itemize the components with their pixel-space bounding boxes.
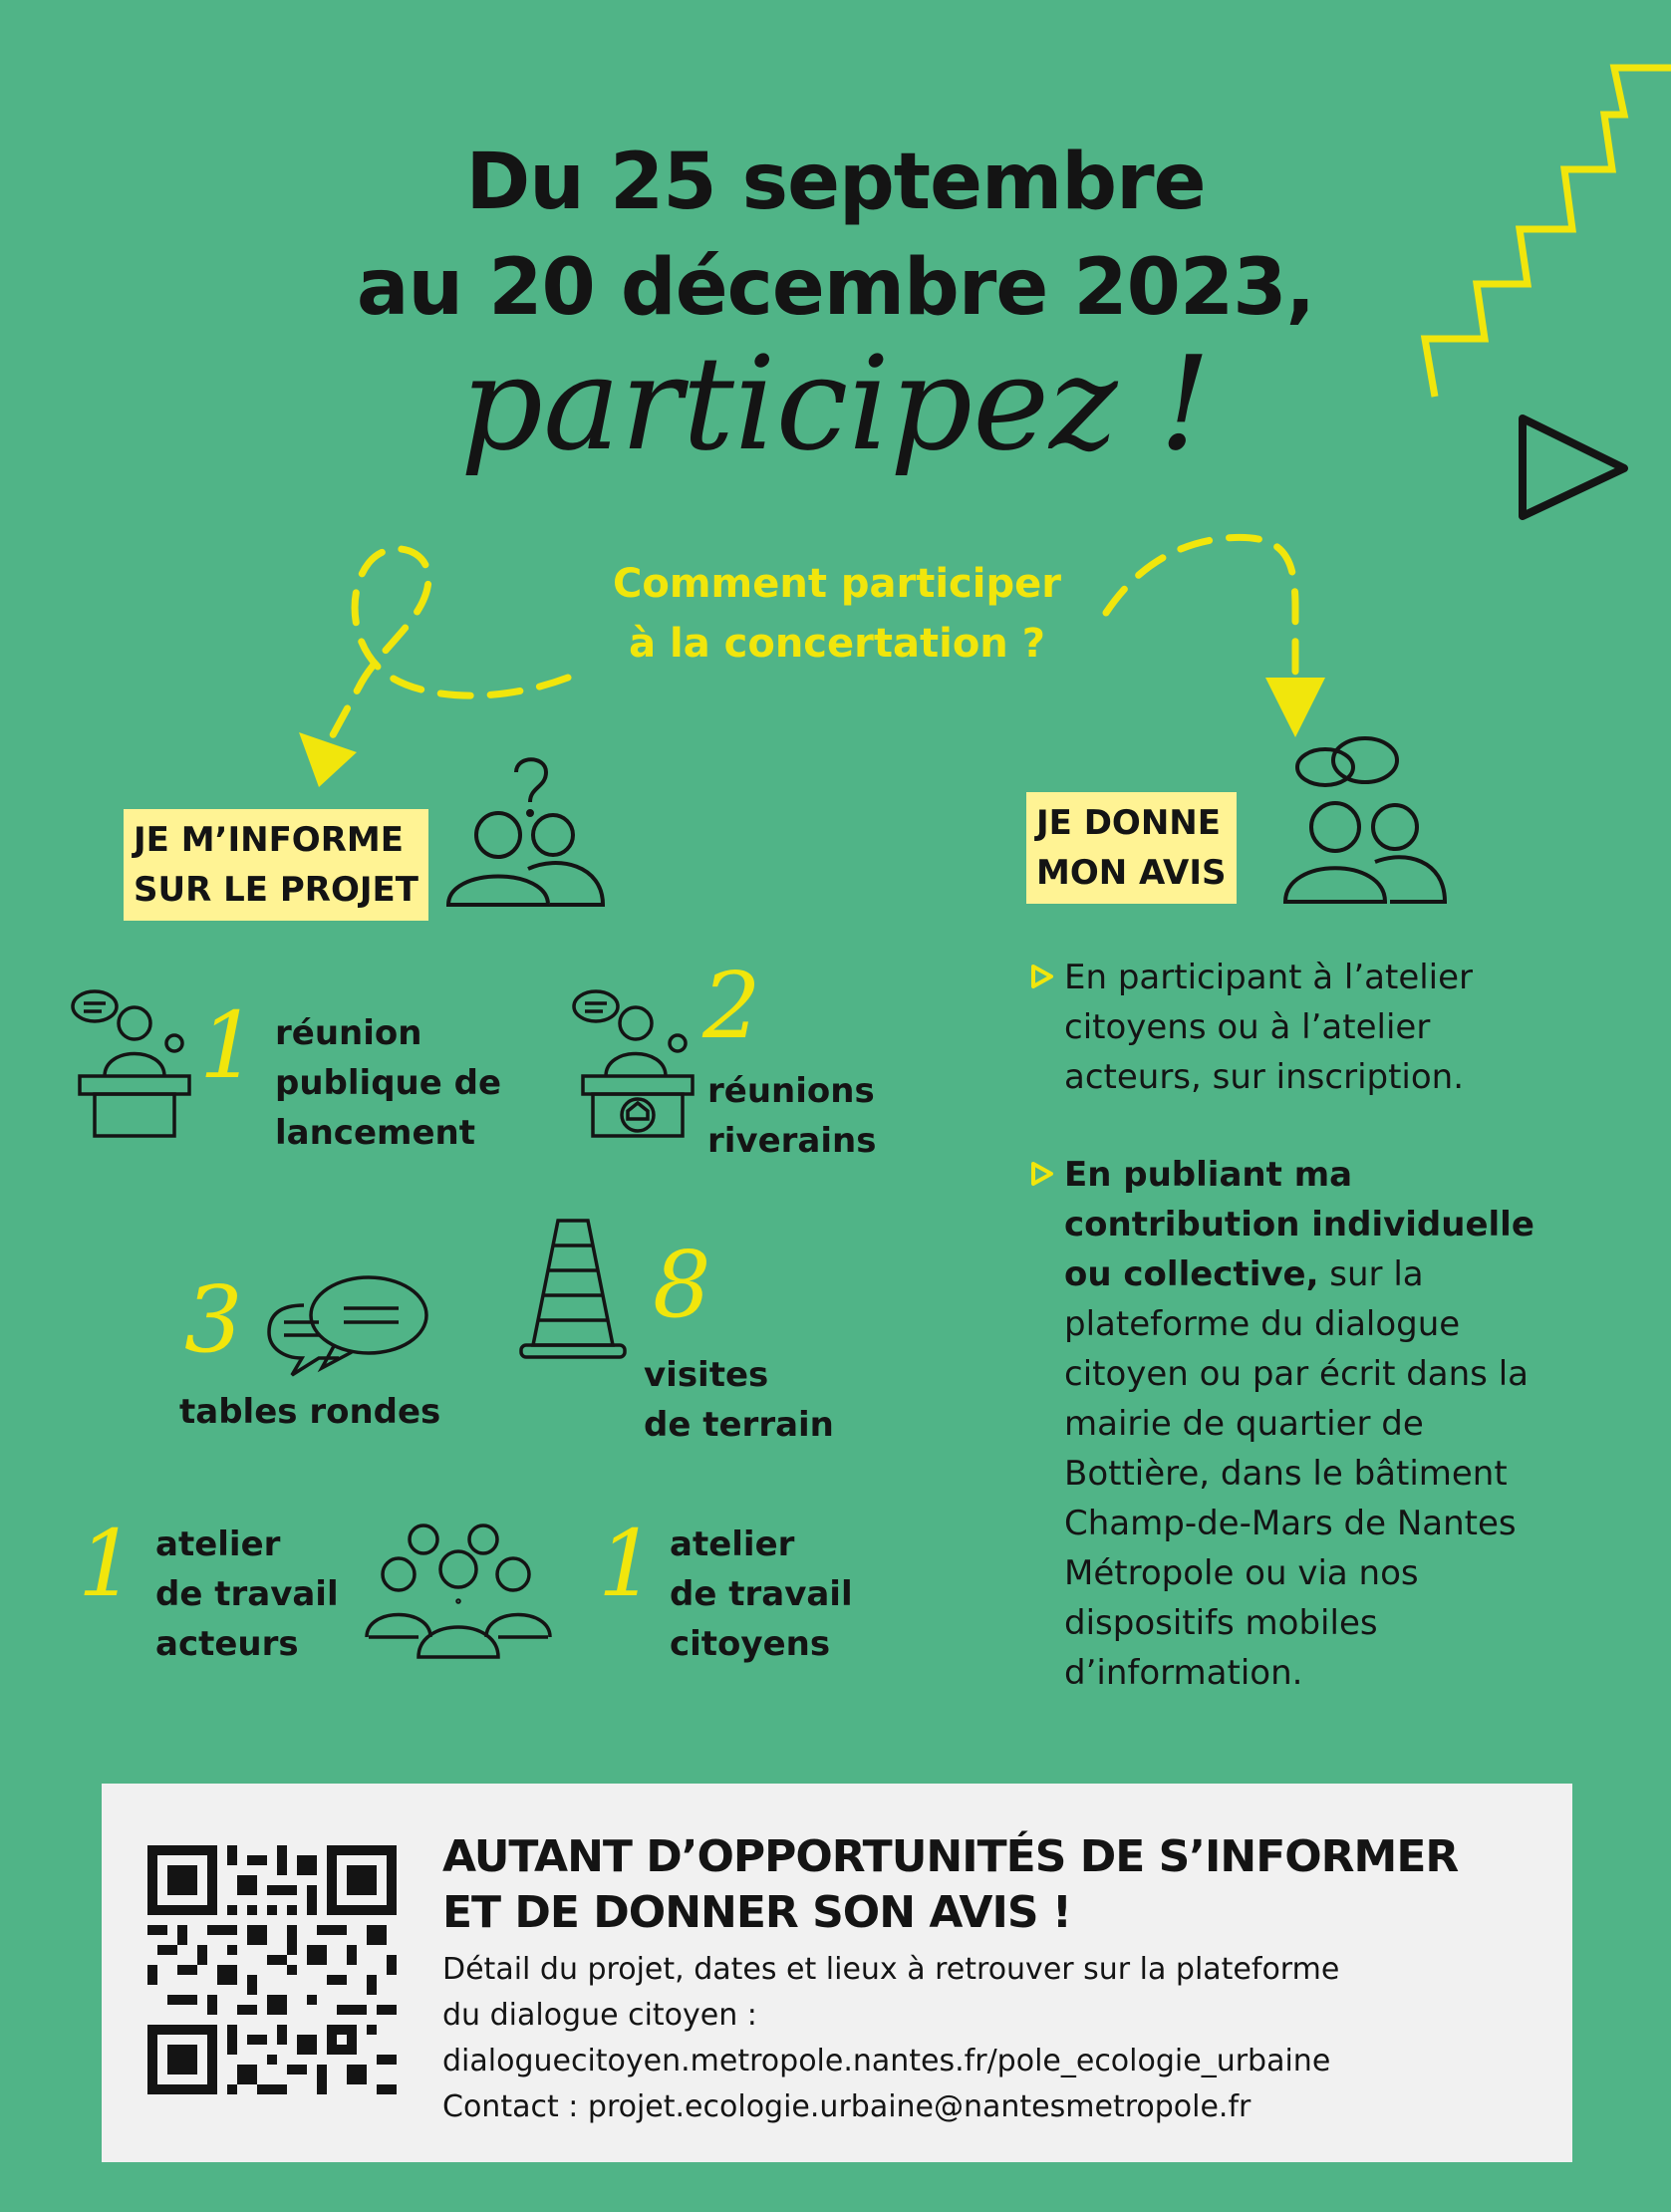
label-launch-line1: réunion (275, 1013, 422, 1053)
people-question-icon (438, 747, 608, 917)
bullet-arrow-icon (1029, 1160, 1055, 1188)
opinion-bullet-2-bold: En publiant ma contribution individuelle ou collective, (1064, 1155, 1534, 1294)
label-residents-line2: riverains (707, 1121, 877, 1161)
label-stakeholders-line1: atelier (155, 1524, 281, 1564)
inform-tag-line1: JE M’INFORME (134, 820, 404, 860)
number-8-field-visits: 8 (653, 1232, 711, 1338)
number-1-citizens: 1 (598, 1511, 657, 1617)
question-line1: Comment participer (613, 561, 1061, 607)
bullet-arrow-icon (1029, 963, 1055, 990)
label-residents-line1: réunions (707, 1071, 875, 1111)
panel-title-line1: AUTANT D’OPPORTUNITÉS DE S’INFORMER (442, 1831, 1459, 1882)
label-field-visits-line2: de terrain (644, 1405, 834, 1445)
podium-speaker-icon (60, 981, 199, 1141)
opinion-bullet-2 (1064, 1150, 1562, 1698)
number-2-residents: 2 (702, 953, 761, 1059)
headline-line2: au 20 décembre 2023, (356, 243, 1315, 333)
opinion-tag-line2: MON AVIS (1036, 853, 1227, 893)
group-icon (359, 1520, 558, 1659)
number-1-launch: 1 (199, 992, 258, 1099)
label-citizens-workshop (670, 1520, 853, 1669)
label-roundtables (179, 1387, 440, 1437)
panel-title-line2: ET DE DONNER SON AVIS ! (442, 1887, 1071, 1938)
label-stakeholders-workshop (155, 1520, 339, 1669)
label-field-visits (644, 1350, 834, 1450)
label-stakeholders-line2: de travail (155, 1574, 339, 1614)
panel-title (442, 1829, 1458, 1941)
label-stakeholders-line3: acteurs (155, 1624, 299, 1664)
traffic-cone-icon (518, 1216, 628, 1365)
qr-code[interactable] (147, 1845, 397, 2094)
label-citizens-line3: citoyens (670, 1624, 831, 1664)
inform-tag (124, 809, 428, 921)
opinion-tag (1026, 792, 1237, 904)
people-speech-icon (1280, 732, 1450, 912)
dashed-arrow-right (1096, 528, 1345, 747)
headline-script: participez ! (459, 328, 1212, 479)
panel-text-line1: Détail du projet, dates et lieux à retrouver sur la plateforme (442, 1952, 1340, 1987)
number-1-stakeholders: 1 (78, 1511, 137, 1617)
platform-link[interactable]: dialoguecitoyen.metropole.nantes.fr/pole_ecologie_urbaine (442, 2044, 1331, 2078)
opinion-bullet-2-text: sur la plateforme du dialogue citoyen ou par écrit dans la mairie de quartier de Bottière, dans le bâtiment Champ-de-Mars de Nantes Métropole ou via nos dispositifs mobiles d’information. (1064, 1254, 1529, 1693)
panel-text-line2: du dialogue citoyen : (442, 1998, 757, 2033)
label-citizens-line2: de travail (670, 1574, 853, 1614)
label-residents-meetings (707, 1066, 876, 1166)
label-field-visits-line1: visites (644, 1355, 769, 1395)
panel-text (442, 1947, 1339, 2130)
label-launch-meeting (275, 1008, 501, 1158)
speech-bubbles-icon (264, 1270, 433, 1380)
info-panel (102, 1784, 1572, 2162)
opinion-tag-line1: JE DONNE (1036, 803, 1221, 843)
headline-line1: Du 25 septembre (465, 138, 1206, 227)
label-launch-line3: lancement (275, 1113, 475, 1153)
label-launch-line2: publique de (275, 1063, 502, 1103)
headline (0, 130, 1671, 341)
label-citizens-line1: atelier (670, 1524, 795, 1564)
podium-house-icon (568, 981, 707, 1141)
question-line2: à la concertation ? (629, 621, 1045, 667)
contact-email[interactable]: Contact : projet.ecologie.urbaine@nantesmetropole.fr (442, 2089, 1252, 2124)
inform-tag-line2: SUR LE PROJET (134, 870, 418, 910)
opinion-bullet-1: En participant à l’atelier citoyens ou à l’atelier acteurs, sur inscription. (1064, 958, 1474, 1097)
label-roundtables-line1: tables rondes (179, 1392, 441, 1432)
number-3-roundtables: 3 (184, 1266, 243, 1373)
question (558, 554, 1116, 674)
